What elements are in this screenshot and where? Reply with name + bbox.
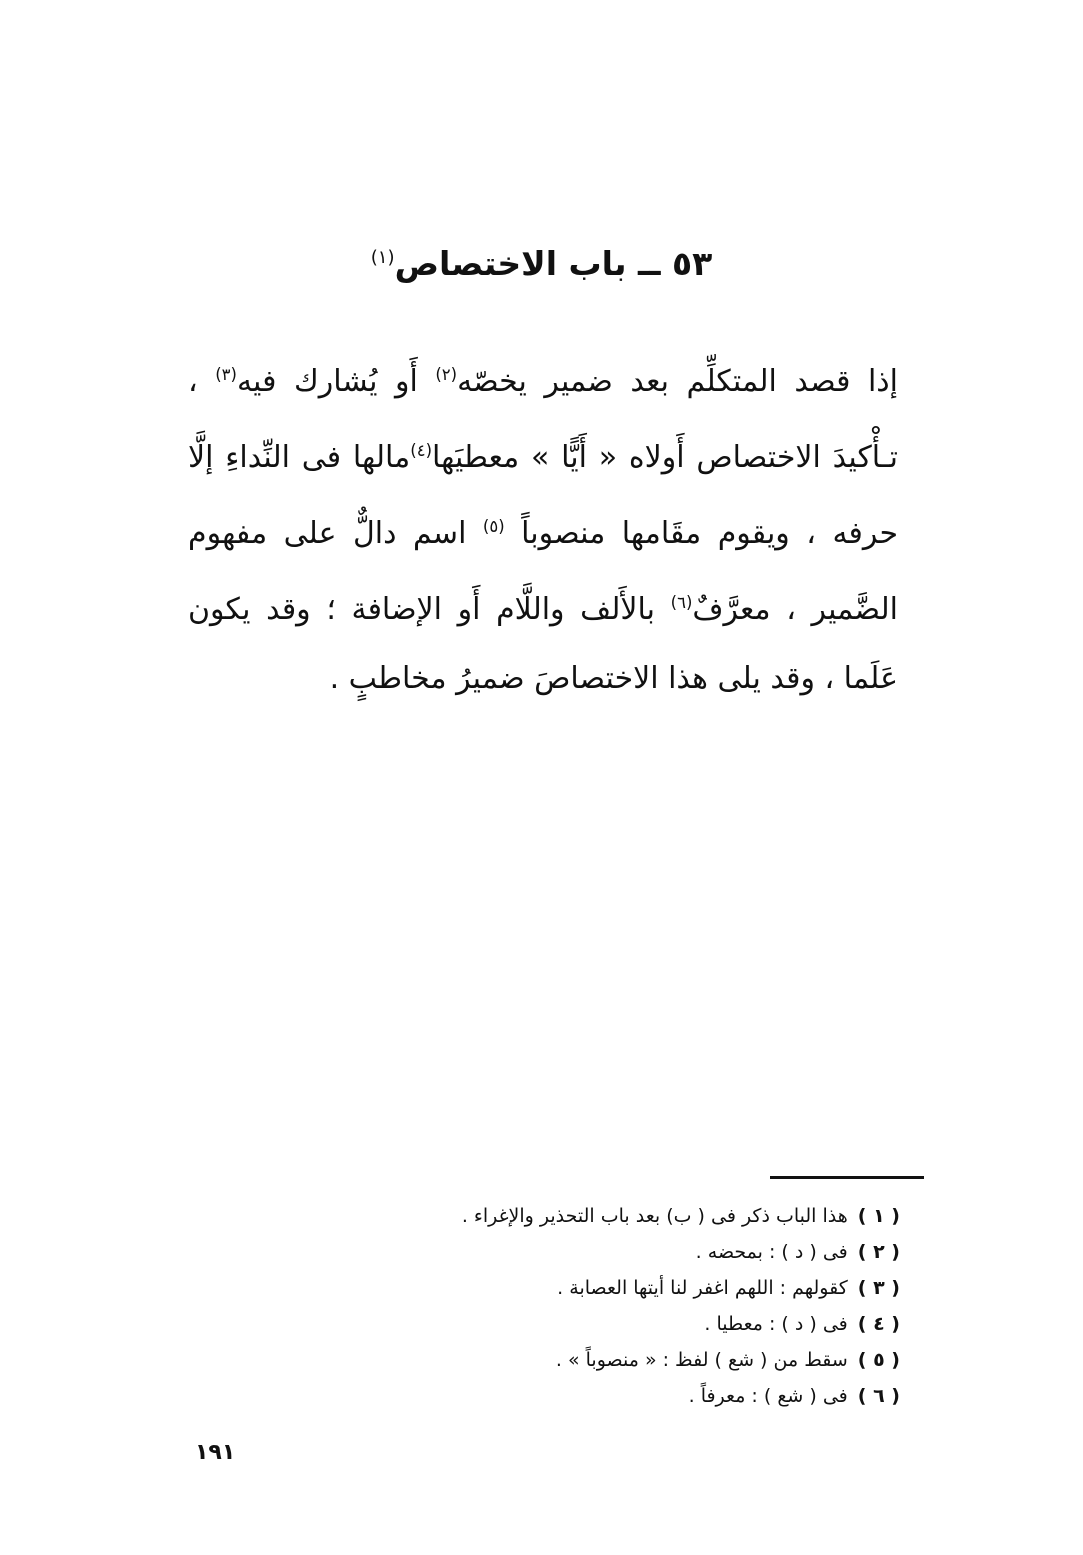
footnote-number: ( ٤ ) bbox=[857, 1313, 900, 1335]
chapter-title-footnote-ref: (١) bbox=[370, 247, 395, 268]
footnote-ref: (٥) bbox=[482, 517, 505, 536]
paragraph-segment: أَو يُشارك فيه bbox=[236, 364, 436, 399]
footnote-text: فى ( د ) : بمحضه . bbox=[695, 1241, 848, 1263]
footnote-item bbox=[380, 1198, 900, 1234]
footnote-item bbox=[380, 1270, 900, 1306]
footnote-number: ( ١ ) bbox=[857, 1205, 900, 1227]
footnote-number: ( ٢ ) bbox=[857, 1241, 900, 1263]
footnote-item bbox=[380, 1234, 900, 1270]
footnote-text: كقولهم : اللهم اغفر لنا أيتها العصابة . bbox=[557, 1277, 848, 1299]
paragraph-segment: ، تـأْكيدَ الاختصاص أَولاه « أَيًّا » معطيَها bbox=[188, 364, 899, 475]
footnote-ref: (٢) bbox=[435, 365, 458, 384]
paragraph-segment: بالأَلف واللَّام أَو الإضافة ؛ وقد يكون عَلَما ، وقد يلى هذا الاختصاصَ ضميرُ مخاطبٍ . bbox=[188, 592, 898, 696]
footnote-number: ( ٦ ) bbox=[857, 1385, 900, 1407]
footnote-separator bbox=[770, 1176, 924, 1179]
footnote-ref: (٣) bbox=[215, 365, 237, 384]
footnote-item bbox=[380, 1378, 900, 1414]
footnote-item bbox=[380, 1306, 900, 1342]
footnote-text: فى ( شع ) : معرفاً . bbox=[688, 1385, 848, 1407]
paragraph-segment: مالها فى النِّداءِ إلَّا حرفه ، ويقوم مقَامها منصوباً bbox=[188, 440, 898, 551]
paragraph-segment: اسم دالٌّ على مفهوم الضَّمير ، معرَّفٌ bbox=[188, 516, 899, 627]
footnote-item bbox=[380, 1342, 900, 1378]
chapter-title-text: ٥٣ ــ باب الاختصاص bbox=[394, 244, 713, 283]
paragraph-segment: إذا قصد المتكلِّم بعد ضمير يخصّه bbox=[457, 364, 899, 399]
footnote-ref: (٦) bbox=[670, 593, 693, 612]
footnote-text: فى ( د ) : معطيا . bbox=[704, 1313, 848, 1335]
footnote-number: ( ٥ ) bbox=[857, 1349, 900, 1371]
page-number: ١٩١ bbox=[195, 1440, 236, 1465]
footnote-ref: (٤) bbox=[410, 441, 432, 460]
footnote-text: هذا الباب ذكر فى ( ب) بعد باب التحذير والإغراء . bbox=[461, 1205, 848, 1227]
footnotes-list bbox=[380, 1198, 900, 1414]
footnote-number: ( ٣ ) bbox=[857, 1277, 900, 1299]
footnote-text: سقط من ( شع ) لفظ : « منصوباً » . bbox=[555, 1349, 848, 1371]
chapter-title bbox=[0, 228, 1083, 294]
main-paragraph bbox=[188, 340, 898, 713]
